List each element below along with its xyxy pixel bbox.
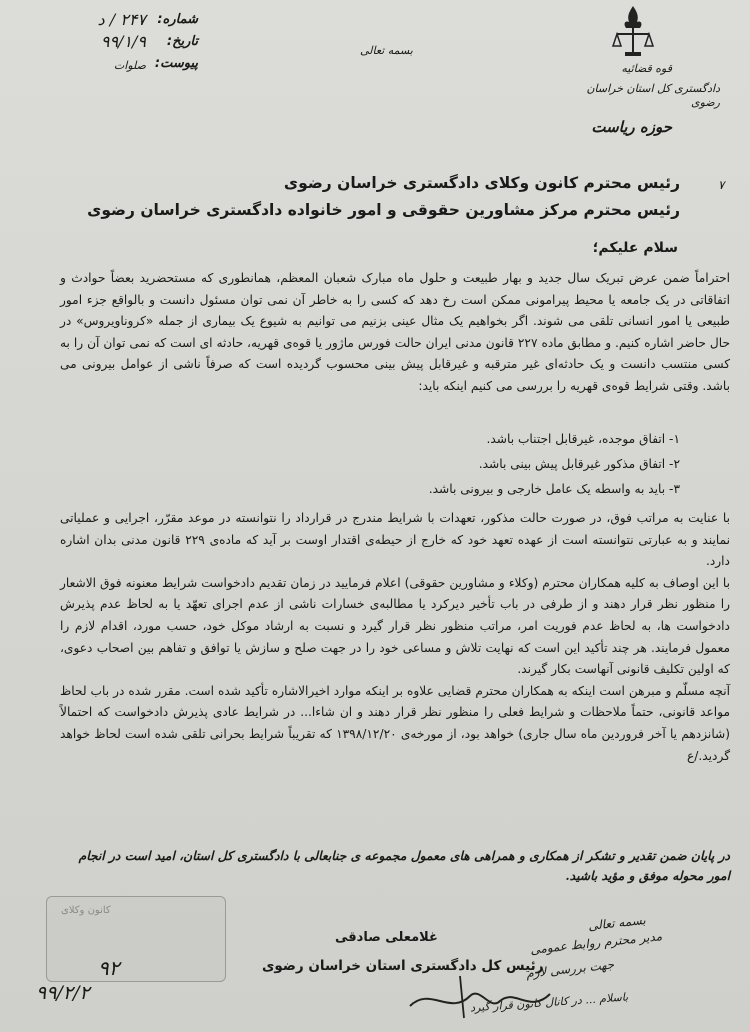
attachment-label: پیوست:	[154, 56, 198, 71]
office-name: حوزه ریاست	[591, 118, 672, 136]
signatory-name: غلامعلی صادقی	[335, 930, 438, 945]
attachment-value: صلوات	[113, 59, 146, 72]
stamp-number: ۹۲	[98, 956, 120, 980]
stamp-date: ۹۹/۲/۲	[36, 982, 90, 1004]
corner-mark: ۷	[718, 178, 725, 192]
signatory-title: رئیس کل دادگستری استان خراسان رضوی	[262, 958, 544, 974]
condition-3: ۳- باید به واسطه یک عامل خارجی و بیرونی باشد.	[428, 482, 680, 496]
number-row	[28, 10, 198, 32]
paragraph-4: آنچه مسلّم و مبرهن است اینکه به همکاران محترم قضایی علاوه بر اینکه موارد اخیرالاشاره تأکید شده است. مقرر شده در باب لحاظ مواعد قانونی، حتماً ملاحظات و شرایط فعلی را منظور نظر قرار دهند و ان شاءا... در شرایط عادی پذیرش دادخواست که احتمالاً (شانزدهم یا آخر فروردین ماه سال جاری) خواهد بود، از مورخه‌ی ۱۳۹۸/۱۲/۲۰ که تقریباً شرایط بحرانی تلقی شده است لحاظ خواهد گردید./ع	[60, 683, 731, 763]
bismillah: بسمه تعالی	[360, 44, 413, 57]
margin-note-2: مدیر محترم روابط عمومی	[529, 929, 663, 957]
paragraph-2: با عنایت به مراتب فوق، در صورت حالت مذکور، تعهدات با شرایط مندرج در قرارداد را نتوانسته در موعد مقرّر، اجرایی و عملیاتی نمایند و به عبارتی نتوانسته است از عهده تعهد خود که خارج از حیطه‌ی اقتدار اوست بر آید که ماده‌ی ۲۲۹ قانون مدنی بدان اشاره دارد.	[60, 511, 731, 569]
date-label: تاریخ:	[166, 34, 198, 49]
letter-body	[60, 268, 730, 398]
letter-body-2	[60, 508, 730, 767]
judiciary-emblem-icon	[612, 4, 654, 60]
number-label: شماره:	[157, 12, 198, 27]
receipt-stamp	[46, 896, 226, 982]
condition-2: ۲- اتفاق مذکور غیرقابل پیش بینی باشد.	[478, 457, 680, 471]
letter-meta	[28, 10, 198, 76]
margin-note-3: جهت بررسی لازم	[525, 957, 615, 981]
date-value: ۹۹/۱/۹	[100, 32, 146, 51]
date-row	[28, 32, 198, 54]
paragraph-1: احتراماً ضمن عرض تبریک سال جدید و بهار طبیعت و حلول ماه مبارک شعبان المعظم، همانطوری که مستحضرید بعضاً حوادث و اتفاقاتی در یک جامعه یا محیط پیرامونی ممکن است رخ دهد که کسی را به خاطر آن نمی توان مسئول دانست و بالواقع جزء امور طبیعی یا امور انسانی تلقی می شوند. اگر بخواهیم یک مثال عینی بزنیم می توانیم به شیوع یک بیماری از جمله «کروناویروس» در حال حاضر اشاره کنیم. و مطابق ماده ۲۲۷ قانون مدنی ایران حالت فورس ماژور یا قوه‌ی قهریه، حادثه ای است که نمی توان آن را به کسی منتسب دانست و یک حادثه‌ای غیر مترقبه و غیرقابل پیش بینی محسوب گردیده است که صرفاً ناشی از عوامل بیرونی می باشد. وقتی شرایط قوه‌ی قهریه را بررسی می کنیم اینکه باید:	[60, 271, 730, 393]
judiciary-name: قوه قضائیه	[621, 62, 672, 75]
recipient-2: رئیس محترم مرکز مشاورین حقوقی و امور خانواده دادگستری خراسان رضوی	[87, 201, 680, 219]
recipient-1: رئیس محترم کانون وکلای دادگستری خراسان رضوی	[283, 174, 680, 192]
department-name: دادگستری کل استان خراسان رضوی	[586, 82, 720, 109]
margin-note-4: باسلام ... در کانال کانون قرار گیرد	[469, 990, 629, 1015]
closing-text: در پایان ضمن تقدیر و تشکر از همکاری و همراهی های معمول مجموعه ی جنابعالی با دادگستری کل استان، امید است در انجام امور محوله موفق و مؤید باشید.	[78, 848, 730, 883]
number-value: ۲۴۷ / د	[97, 10, 146, 29]
stamp-label: کانون وکلای	[61, 905, 111, 916]
recipients	[87, 170, 680, 224]
handwritten-signature-icon	[400, 966, 560, 1026]
condition-1: ۱- اتفاق موجده، غیرقابل اجتناب باشد.	[486, 432, 680, 446]
margin-note-1: بسمه تعالی	[587, 913, 647, 933]
salutation: سلام علیکم؛	[592, 240, 678, 256]
attachment-row	[28, 54, 198, 76]
paragraph-3: با این اوصاف به کلیه همکاران محترم (وکلاء و مشاورین حقوقی) اعلام فرمایید در زمان تقدیم دادخواست شرایط معنونه فوق الاشعار را منظور نظر قرار دهند و از طرفی در باب تأخیر دیرکرد یا مطالبه‌ی خسارات ناشی از عدم اجرای تعهّد یا به لحاظ عدم پذیرش دادخواست ها، به لحاظ عدم فوریت امر، مراتب منظور نظر قرار گیرد و نسبت به ارشاد موکل خود، حسب مورد، اقدام لازم را معمول فرمایند. هر چند تأکید این است که نهایت تلاش و مساعی خود را در جهت صلح و سازش یا توافق و تفاهم بین اصحاب دعوی، که اولین تکلیف قانونی آنهاست بکار گیرند.	[60, 575, 730, 677]
